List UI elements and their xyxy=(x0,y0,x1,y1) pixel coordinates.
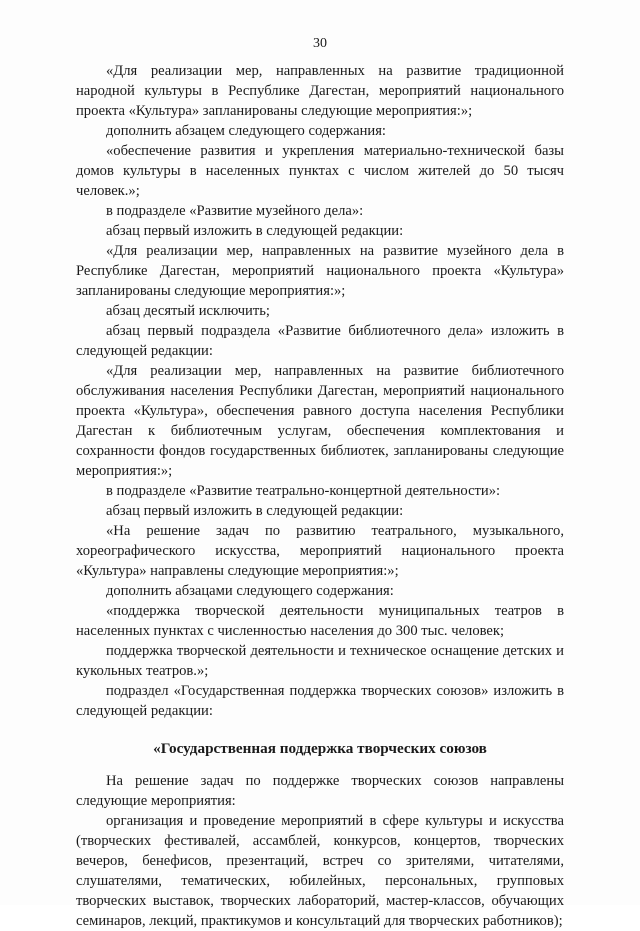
paragraph: дополнить абзацами следующего содержания: xyxy=(106,583,394,599)
document-body xyxy=(76,61,564,931)
paragraph: абзац первый изложить в следующей редакции: xyxy=(106,223,404,239)
paragraph: поддержка творческой деятельности и техническое оснащение детских и кукольных театров.»; xyxy=(76,643,564,679)
paragraph: в подразделе «Развитие музейного дела»: xyxy=(106,203,364,219)
paragraph: в подразделе «Развитие театрально-концертной деятельности»: xyxy=(106,483,501,499)
paragraph: абзац первый изложить в следующей редакции: xyxy=(106,503,404,519)
paragraph: На решение задач по поддержке творческих союзов направлены следующие мероприятия: xyxy=(76,773,564,809)
paragraph: «поддержка творческой деятельности муниципальных театров в населенных пунктах с численностью населения до 300 тыс. человек; xyxy=(76,603,564,639)
paragraph: организация и проведение мероприятий в сфере культуры и искусства (творческих фестивалей, ассамблей, конкурсов, концертов, творческих вечеров, бенефисов, презентаций, встреч со зрителями, читателями, слушателями, тематических, юбилейных, персональных, групповых творческих выставок, творческих лабораторий, мастер-классов, обучающих семинаров, лекций, практикумов и консультаций для творческих работников); xyxy=(76,813,564,929)
paragraph: подраздел «Государственная поддержка творческих союзов» изложить в следующей редакции: xyxy=(76,683,564,719)
paragraph: «обеспечение развития и укрепления материально-технической базы домов культуры в населенных пунктах с числом жителей до 50 тысяч человек.»; xyxy=(76,143,564,199)
paragraph: «Для реализации мер, направленных на развитие традиционной народной культуры в Республике Дагестан, мероприятий национального проекта «Культура» запланированы следующие мероприятия:»; xyxy=(76,63,564,119)
paragraph: абзац десятый исключить; xyxy=(106,303,270,319)
paragraph: абзац первый подраздела «Развитие библиотечного дела» изложить в следующей редакции: xyxy=(76,323,564,359)
section-heading: «Государственная поддержка творческих союзов xyxy=(153,740,487,757)
paragraph: «Для реализации мер, направленных на развитие музейного дела в Республике Дагестан, мероприятий национального проекта «Культура» запланированы следующие мероприятия:»; xyxy=(76,243,564,299)
paragraph: дополнить абзацем следующего содержания: xyxy=(106,123,386,139)
page-number: 30 xyxy=(313,36,327,51)
paragraph: «На решение задач по развитию театрального, музыкального, хореографического искусства, мероприятий национального проекта «Культура» направлены следующие мероприятия:»; xyxy=(76,523,564,579)
paragraph: «Для реализации мер, направленных на развитие библиотечного обслуживания населения Республики Дагестан, мероприятий национального проекта «Культура», обеспечения равного доступа населения Республики Дагестан к библиотечным услугам, обеспечения комплектования и сохранности фондов государственных библиотек, запланированы следующие мероприятия:»; xyxy=(76,363,564,479)
